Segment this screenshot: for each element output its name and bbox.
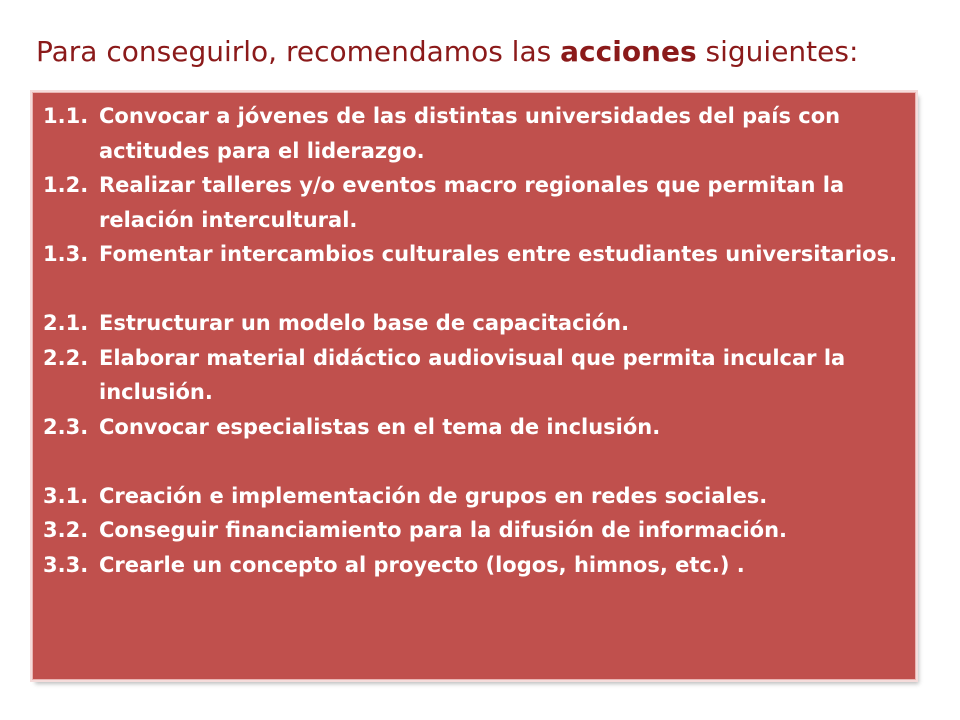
action-number: 2.2. bbox=[43, 345, 89, 370]
action-item-1-1 bbox=[43, 99, 907, 168]
action-text: Convocar a jóvenes de las distintas universidades del país con actitudes para el liderazgo. bbox=[99, 104, 841, 163]
actions-list bbox=[43, 99, 907, 582]
action-text: Realizar talleres y/o eventos macro regionales que permitan la relación intercultural. bbox=[99, 173, 845, 232]
action-number: 1.2. bbox=[43, 173, 89, 197]
action-item-1-2 bbox=[43, 168, 907, 237]
title-emphasis: acciones bbox=[560, 35, 697, 68]
action-text: Creación e implementación de grupos en redes sociales. bbox=[99, 483, 768, 508]
action-number: 2.3. bbox=[43, 414, 89, 439]
action-number: 2.1. bbox=[43, 311, 89, 335]
action-item-2-2 bbox=[43, 341, 907, 410]
action-number: 3.3. bbox=[43, 552, 89, 577]
action-item-3-2 bbox=[43, 513, 907, 548]
action-text: Crearle un concepto al proyecto (logos, himnos, etc.) . bbox=[99, 552, 745, 577]
action-text: Fomentar intercambios culturales entre estudiantes universitarios. bbox=[99, 242, 898, 266]
action-item-3-1 bbox=[43, 479, 907, 514]
slide-title bbox=[36, 30, 936, 74]
actions-panel bbox=[32, 92, 916, 680]
action-item-1-3 bbox=[43, 237, 907, 272]
action-text: Conseguir financiamiento para la difusión de información. bbox=[99, 518, 788, 542]
group-spacer bbox=[43, 444, 907, 479]
action-number: 1.1. bbox=[43, 104, 89, 128]
action-number: 3.2. bbox=[43, 518, 89, 542]
action-item-2-1 bbox=[43, 306, 907, 341]
action-number: 1.3. bbox=[43, 242, 89, 266]
action-text: Elaborar material didáctico audiovisual que permita inculcar la inclusión. bbox=[99, 345, 846, 404]
action-number: 3.1. bbox=[43, 483, 89, 508]
title-suffix: siguientes: bbox=[696, 35, 859, 68]
group-spacer bbox=[43, 272, 907, 307]
action-text: Estructurar un modelo base de capacitación. bbox=[99, 311, 630, 335]
action-item-3-3 bbox=[43, 548, 907, 583]
action-item-2-3 bbox=[43, 410, 907, 445]
title-prefix: Para conseguirlo, recomendamos las bbox=[36, 35, 561, 68]
action-text: Convocar especialistas en el tema de inclusión. bbox=[99, 414, 661, 439]
